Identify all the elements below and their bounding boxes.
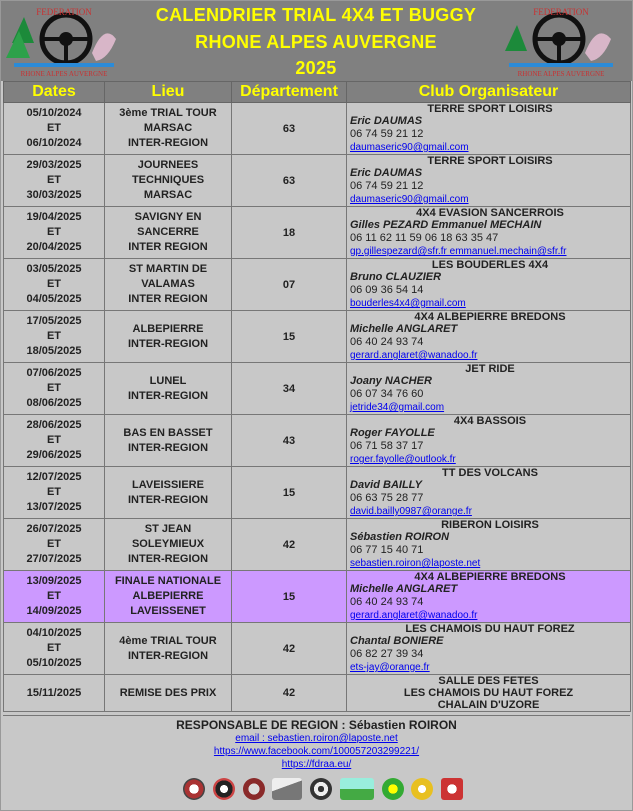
contact-phone: 06 11 62 11 59 06 18 63 35 47 [350, 232, 499, 244]
col-header-lieu: Lieu [105, 82, 232, 103]
federation-logo-left [4, 3, 124, 79]
contact-email-link[interactable]: daumaseric90@gmail.com [350, 194, 469, 205]
contact-email-link[interactable]: sebastien.roiron@laposte.net [350, 558, 481, 569]
end-date: 05/10/2025 [26, 657, 82, 669]
event-location [105, 155, 232, 207]
club-name: TERRE SPORT LOISIRS [427, 155, 553, 167]
event-department: 15 [232, 311, 347, 363]
contact-email-link[interactable]: gp.gillespezard@sfr.fr emmanuel.mechain@sfr.fr [350, 246, 567, 257]
sponsor-bike-icon [441, 778, 463, 800]
contact-email-link[interactable]: ets-jay@orange.fr [350, 662, 430, 673]
event-club [347, 519, 631, 571]
event-department: 43 [232, 415, 347, 467]
event-dates [4, 155, 105, 207]
location-line-1: ST MARTIN DE [128, 263, 208, 275]
event-location [105, 311, 232, 363]
contact-phone: 06 74 59 21 12 [350, 180, 424, 192]
title-line-1: CALENDRIER TRIAL 4X4 ET BUGGY [155, 5, 477, 25]
date-separator: ET [46, 278, 62, 290]
contact-phone: 06 09 36 54 14 [350, 284, 424, 296]
event-club [347, 103, 631, 155]
contact-phone: 06 40 24 93 74 [350, 336, 424, 348]
contact-name: Michelle ANGLARET [350, 323, 458, 335]
sponsor-yellow-logo-icon [411, 778, 433, 800]
event-location [105, 103, 232, 155]
contact-phone: 06 71 58 37 17 [350, 440, 424, 452]
location-line-2: TECHNIQUES [131, 174, 205, 186]
event-department: 15 [232, 467, 347, 519]
end-date: 06/10/2024 [26, 137, 82, 149]
awards-location: REMISE DES PRIX [105, 675, 232, 712]
table-row [4, 311, 631, 363]
location-line-1: FINALE NATIONALE [114, 575, 222, 587]
club-name: 4X4 BASSOIS [453, 415, 527, 427]
club-name: TT DES VOLCANS [442, 467, 538, 479]
svg-text:RHONE ALPES AUVERGNE: RHONE ALPES AUVERGNE [20, 70, 108, 78]
date-separator: ET [46, 174, 62, 186]
event-dates [4, 415, 105, 467]
end-date: 18/05/2025 [26, 345, 82, 357]
location-line-3: LAVEISSENET [130, 605, 206, 617]
website-link[interactable]: https://fdraa.eu/ [281, 759, 352, 770]
awards-date: 15/11/2025 [4, 675, 105, 712]
table-row [4, 415, 631, 467]
contact-name: Bruno CLAUZIER [350, 271, 442, 283]
event-department: 63 [232, 155, 347, 207]
contact-phone: 06 82 27 39 34 [350, 648, 424, 660]
event-club [347, 467, 631, 519]
location-line-1: BAS EN BASSET [123, 426, 213, 439]
club-name: 4X4 ALBEPIERRE BREDONS [414, 311, 566, 323]
event-club [347, 623, 631, 675]
date-separator: ET [46, 538, 62, 550]
end-date: 29/06/2025 [26, 449, 82, 461]
end-date: 08/06/2025 [26, 397, 82, 409]
location-line-2: SANCERRE [137, 226, 199, 238]
club-name: LES CHAMOIS DU HAUT FOREZ [405, 623, 575, 635]
event-dates [4, 519, 105, 571]
location-line-1: SAVIGNY EN [134, 211, 202, 223]
end-date: 13/07/2025 [26, 501, 82, 513]
table-row [4, 207, 631, 259]
start-date: 03/05/2025 [26, 263, 82, 275]
event-department: 42 [232, 519, 347, 571]
location-line-1: ALBEPIERRE [132, 322, 204, 335]
date-separator: ET [46, 590, 62, 602]
location-line-2: INTER-REGION [127, 441, 209, 454]
awards-department: 42 [232, 675, 347, 712]
event-department: 63 [232, 103, 347, 155]
contact-phone: 06 40 24 93 74 [350, 596, 424, 608]
event-dates [4, 207, 105, 259]
sponsor-logos [183, 776, 463, 802]
awards-venue-line-3: CHALAIN D'UZORE [437, 699, 540, 711]
sponsor-gear-icon [183, 778, 205, 800]
table-row [4, 103, 631, 155]
sponsor-landscape-icon [340, 778, 374, 800]
date-separator: ET [46, 330, 62, 342]
contact-email-link[interactable]: daumaseric90@gmail.com [350, 142, 469, 153]
date-separator: ET [46, 486, 62, 498]
location-line-3: INTER REGION [128, 293, 208, 305]
col-header-dates: Dates [4, 82, 105, 103]
event-location [105, 207, 232, 259]
event-club [347, 155, 631, 207]
date-separator: ET [46, 642, 62, 654]
sponsor-wheel-icon [213, 778, 235, 800]
region-manager: RESPONSABLE DE REGION : Sébastien ROIRON [176, 718, 457, 732]
event-location [105, 623, 232, 675]
contact-email-link[interactable]: roger.fayolle@outlook.fr [350, 454, 456, 465]
table-row [4, 519, 631, 571]
club-name: LES BOUDERLES 4X4 [431, 259, 549, 271]
location-line-2: INTER-REGION [127, 337, 209, 350]
contact-name: David BAILLY [350, 479, 422, 491]
location-line-1: 3ème TRIAL TOUR [119, 107, 217, 119]
location-line-2: MARSAC [143, 122, 193, 134]
location-line-3: INTER REGION [128, 241, 208, 253]
header-banner [1, 1, 632, 81]
contact-email-link[interactable]: gerard.anglaret@wanadoo.fr [350, 610, 478, 621]
event-dates [4, 103, 105, 155]
contact-email-link[interactable]: jetride34@gmail.com [350, 402, 445, 413]
event-dates [4, 571, 105, 623]
awards-venue-line-2: LES CHAMOIS DU HAUT FOREZ [403, 687, 574, 699]
table-row [4, 623, 631, 675]
event-location [105, 467, 232, 519]
start-date: 04/10/2025 [26, 627, 82, 639]
col-header-club: Club Organisateur [347, 82, 631, 103]
contact-name: Joany NACHER [350, 375, 432, 387]
club-name: 4X4 EVASION SANCERROIS [416, 207, 564, 219]
contact-name: Gilles PEZARD Emmanuel MECHAIN [350, 219, 542, 231]
date-separator: ET [46, 382, 62, 394]
contact-phone: 06 63 75 28 77 [350, 492, 424, 504]
start-date: 05/10/2024 [26, 107, 82, 119]
contact-phone: 06 77 15 40 71 [350, 544, 424, 556]
facebook-link[interactable]: https://www.facebook.com/100057203299221/ [213, 746, 420, 757]
table-row [4, 155, 631, 207]
location-line-1: LUNEL [149, 374, 187, 387]
event-department: 42 [232, 623, 347, 675]
location-line-2: ALBEPIERRE [132, 590, 204, 602]
sponsor-badge-icon [243, 778, 265, 800]
start-date: 17/05/2025 [26, 315, 82, 327]
event-club [347, 363, 631, 415]
end-date: 30/03/2025 [26, 189, 82, 201]
footer-email-link[interactable]: email : sebastien.roiron@laposte.net [235, 733, 398, 744]
club-name: 4X4 ALBEPIERRE BREDONS [414, 571, 566, 583]
location-line-1: ST JEAN [144, 523, 192, 535]
svg-text:FEDERATION: FEDERATION [36, 7, 92, 17]
contact-name: Eric DAUMAS [350, 167, 423, 179]
contact-name: Michelle ANGLARET [350, 583, 458, 595]
event-club [347, 311, 631, 363]
club-name: RIBERON LOISIRS [441, 519, 539, 531]
start-date: 19/04/2025 [26, 211, 82, 223]
title-year: 2025 [295, 58, 337, 78]
location-line-3: INTER-REGION [127, 553, 209, 565]
end-date: 20/04/2025 [26, 241, 82, 253]
location-line-2: VALAMAS [141, 278, 195, 290]
event-location [105, 571, 232, 623]
svg-text:RHONE ALPES AUVERGNE: RHONE ALPES AUVERGNE [517, 70, 605, 78]
federation-logo-right [501, 3, 621, 79]
start-date: 26/07/2025 [26, 523, 82, 535]
sponsor-mountain-icon [272, 778, 302, 800]
location-line-1: LAVEISSIERE [132, 478, 204, 491]
event-department: 34 [232, 363, 347, 415]
location-line-3: INTER-REGION [127, 137, 209, 149]
contact-name: Eric DAUMAS [350, 115, 423, 127]
event-location [105, 363, 232, 415]
awards-venue-line-1: SALLE DES FETES [438, 675, 539, 687]
date-separator: ET [46, 226, 62, 238]
event-dates [4, 623, 105, 675]
date-separator: ET [46, 122, 62, 134]
end-date: 27/07/2025 [26, 553, 82, 565]
sponsor-green-logo-icon [382, 778, 404, 800]
event-club [347, 207, 631, 259]
table-row [4, 467, 631, 519]
contact-name: Chantal BONIERE [350, 635, 444, 647]
table-row [4, 363, 631, 415]
location-line-1: 4ème TRIAL TOUR [119, 634, 217, 647]
awards-venue [347, 675, 631, 712]
location-line-2: INTER-REGION [127, 649, 209, 662]
footer [3, 715, 630, 809]
event-location [105, 259, 232, 311]
end-date: 04/05/2025 [26, 293, 82, 305]
col-header-departement: Département [232, 82, 347, 103]
event-dates [4, 467, 105, 519]
club-name: JET RIDE [465, 363, 515, 375]
table-row-awards [4, 675, 631, 712]
event-dates [4, 363, 105, 415]
event-department: 18 [232, 207, 347, 259]
event-club [347, 571, 631, 623]
contact-phone: 06 07 34 76 60 [350, 388, 424, 400]
contact-email-link[interactable]: gerard.anglaret@wanadoo.fr [350, 350, 478, 361]
location-line-1: JOURNEES [137, 159, 199, 171]
svg-text:FEDERATION: FEDERATION [533, 7, 589, 17]
contact-email-link[interactable]: david.bailly0987@orange.fr [350, 506, 472, 517]
title-line-2: RHONE ALPES AUVERGNE [195, 32, 437, 52]
table-header-row [4, 82, 631, 103]
club-name: TERRE SPORT LOISIRS [427, 103, 553, 115]
table-row [4, 571, 631, 623]
location-line-2: INTER-REGION [127, 493, 209, 506]
start-date: 07/06/2025 [26, 367, 82, 379]
start-date: 12/07/2025 [26, 471, 82, 483]
start-date: 29/03/2025 [26, 159, 82, 171]
location-line-2: SOLEYMIEUX [131, 538, 205, 550]
contact-phone: 06 74 59 21 12 [350, 128, 424, 140]
contact-email-link[interactable]: bouderles4x4@gmail.com [350, 298, 466, 309]
events-table [3, 81, 631, 712]
event-department: 15 [232, 571, 347, 623]
location-line-2: INTER-REGION [127, 389, 209, 402]
start-date: 13/09/2025 [26, 575, 82, 587]
contact-name: Sébastien ROIRON [350, 531, 450, 543]
location-line-3: MARSAC [143, 189, 193, 201]
sponsor-steering-wheel-icon [310, 778, 332, 800]
start-date: 28/06/2025 [26, 419, 82, 431]
date-separator: ET [46, 434, 62, 446]
event-club [347, 259, 631, 311]
event-club [347, 415, 631, 467]
event-dates [4, 259, 105, 311]
end-date: 14/09/2025 [26, 605, 82, 617]
contact-name: Roger FAYOLLE [350, 427, 435, 439]
event-location [105, 519, 232, 571]
event-dates [4, 311, 105, 363]
table-row [4, 259, 631, 311]
event-location [105, 415, 232, 467]
event-department: 07 [232, 259, 347, 311]
